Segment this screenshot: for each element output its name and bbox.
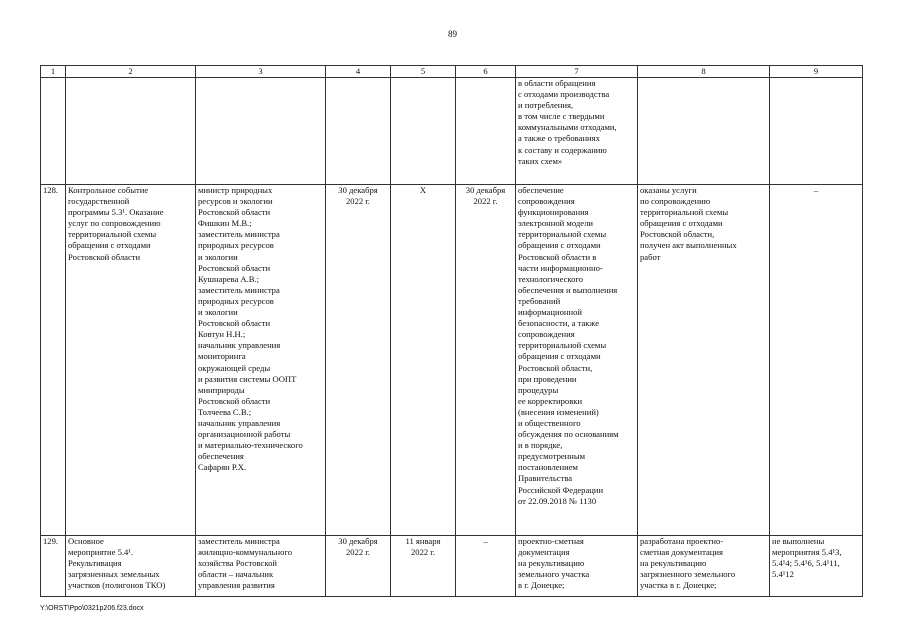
expected-result: обеспечение сопровождения функционирования электронной модели территориальной схемы обращения с отходами Ростовской области в части информационно- технологического обеспечения и выполнения требований информационной безопасности, а также сопровождения территориальной схемы обращения с отходами Ростовской области, при проведении процедуры ее корректировки (внесения изменений) и общественного обсуждения по основаниям и в порядке, предусмотренным постановлением Правительства Российской Федерации от 22.09.2018 № 1130 bbox=[516, 185, 638, 536]
continuation-result-text: в области обращения с отходами производства и потребления, в том числе с твердыми коммунальными отходами, а также о требованиях к составу и содержанию таких схем» bbox=[516, 78, 638, 185]
expected-result: проектно-сметная документация на рекультивацию земельного участка в г. Донецке; bbox=[516, 536, 638, 597]
header-col-5: 5 bbox=[391, 66, 456, 78]
table-row-129 bbox=[41, 536, 863, 597]
start-date: 11 января 2022 г. bbox=[391, 536, 456, 597]
cell-empty bbox=[770, 78, 863, 185]
responsible-persons: заместитель министра жилищно-коммунального хозяйства Ростовской области – начальник управления развития bbox=[196, 536, 326, 597]
header-col-6: 6 bbox=[456, 66, 516, 78]
planned-date: 30 декабря 2022 г. bbox=[326, 536, 391, 597]
start-date: X bbox=[391, 185, 456, 536]
header-row bbox=[41, 66, 863, 78]
header-col-4: 4 bbox=[326, 66, 391, 78]
header-col-9: 9 bbox=[770, 66, 863, 78]
cell-empty bbox=[326, 78, 391, 185]
continuation-row bbox=[41, 78, 863, 185]
event-name: Контрольное событие государственной программы 5.3¹. Оказание услуг по сопровождению территориальной схемы обращения с отходами Ростовской области bbox=[66, 185, 196, 536]
plan-table bbox=[40, 65, 863, 597]
responsible-persons: министр природных ресурсов и экологии Ростовской области Фишкин М.В.; заместитель министра природных ресурсов и экологии Ростовской области Кушнарева А.В.; заместитель министра природных ресурсов и экологии Ростовской области Ковтун Н.Н.; начальник управления мониторинга окружающей среды и развития системы ООПТ минприроды Ростовской области Толчеева С.В.; начальник управления организационной работы и материально-технического обеспечения Сафарян Р.Х. bbox=[196, 185, 326, 536]
header-col-7: 7 bbox=[516, 66, 638, 78]
cell-empty bbox=[196, 78, 326, 185]
header-col-8: 8 bbox=[638, 66, 770, 78]
event-name: Основное мероприятие 5.4¹. Рекультивация загрязненных земельных участков (полигонов ТКО) bbox=[66, 536, 196, 597]
notes: не выполнены мероприятия 5.4¹3, 5.4¹4; 5.4¹6, 5.4¹11, 5.4¹12 bbox=[770, 536, 863, 597]
page-number: 89 bbox=[448, 29, 457, 39]
cell-empty bbox=[41, 78, 66, 185]
actual-date: 30 декабря 2022 г. bbox=[456, 185, 516, 536]
header-col-1: 1 bbox=[41, 66, 66, 78]
cell-empty bbox=[638, 78, 770, 185]
actual-result: оказаны услуги по сопровождению территориальной схемы обращения с отходами Ростовской области, получен акт выполненных работ bbox=[638, 185, 770, 536]
cell-empty bbox=[456, 78, 516, 185]
header-col-2: 2 bbox=[66, 66, 196, 78]
file-path-footer: Y:\ORST\Ppo\0321p206.f23.docx bbox=[40, 605, 144, 612]
actual-result: разработана проектно- сметная документация на рекультивацию загрязненного земельного участка в г. Донецке; bbox=[638, 536, 770, 597]
table-row-128 bbox=[41, 185, 863, 536]
cell-empty bbox=[66, 78, 196, 185]
row-number: 129. bbox=[41, 536, 66, 597]
actual-date: – bbox=[456, 536, 516, 597]
planned-date: 30 декабря 2022 г. bbox=[326, 185, 391, 536]
row-number: 128. bbox=[41, 185, 66, 536]
header-col-3: 3 bbox=[196, 66, 326, 78]
notes: – bbox=[770, 185, 863, 536]
cell-empty bbox=[391, 78, 456, 185]
